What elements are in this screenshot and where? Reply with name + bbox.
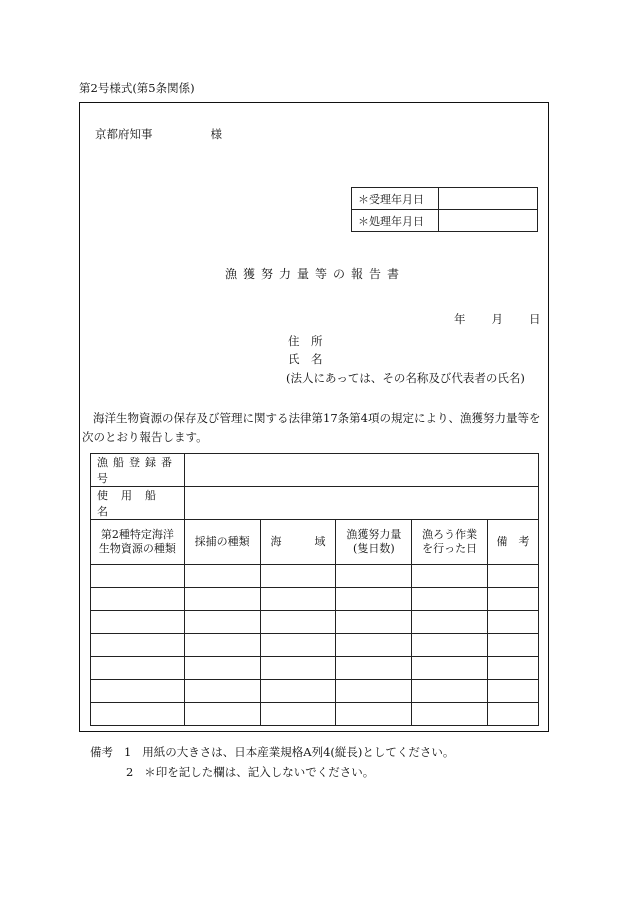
addressee-honorific: 様 [210, 127, 222, 141]
vessel-number-label: 漁船登録番号 [91, 454, 185, 487]
table-cell[interactable] [488, 611, 539, 634]
name-label: 氏 名 [288, 352, 323, 366]
table-cell[interactable] [412, 703, 488, 726]
table-cell[interactable] [91, 703, 185, 726]
table-cell[interactable] [260, 634, 336, 657]
table-cell[interactable] [184, 611, 260, 634]
vessel-number-row [91, 454, 539, 487]
column-header-line: 第2種特定海洋 [100, 528, 174, 541]
table-cell[interactable] [336, 634, 412, 657]
table-cell[interactable] [488, 703, 539, 726]
date-month: 月 [491, 312, 503, 326]
table-cell[interactable] [91, 680, 185, 703]
table-cell[interactable] [184, 634, 260, 657]
table-cell[interactable] [488, 565, 539, 588]
name-note: (法人にあっては、その名称及び代表者の氏名) [286, 371, 525, 385]
table-cell[interactable] [336, 588, 412, 611]
column-header-line: 備 考 [496, 535, 530, 548]
table-cell[interactable] [91, 611, 185, 634]
column-header-line: 漁獲努力量 [346, 528, 402, 541]
vessel-number-field[interactable] [184, 454, 538, 487]
date-day: 日 [529, 312, 541, 326]
page-title: 漁獲努力量等の報告書 [224, 267, 405, 281]
table-header-row [91, 520, 539, 565]
remarks-num: 1 [123, 745, 132, 759]
column-header-line: を行った日 [422, 542, 478, 555]
addressee-name: 京都府知事 [95, 127, 153, 141]
table-cell[interactable] [488, 588, 539, 611]
table-cell[interactable] [91, 565, 185, 588]
column-header-line: 漁ろう作業 [422, 528, 478, 541]
table-cell[interactable] [336, 611, 412, 634]
remarks-label: 備考 [90, 745, 113, 759]
receipt-box [351, 187, 538, 232]
table-row [91, 611, 539, 634]
remarks-num: 2 [126, 765, 134, 779]
table-cell[interactable] [336, 565, 412, 588]
report-table [90, 453, 539, 726]
date-year: 年 [454, 312, 466, 326]
table-row [91, 634, 539, 657]
column-header-line: 海 域 [270, 535, 326, 548]
table-cell[interactable] [488, 680, 539, 703]
table-row [91, 588, 539, 611]
column-header-1 [184, 520, 260, 565]
column-header-0 [91, 520, 185, 565]
remarks-1 [90, 744, 454, 760]
table-cell[interactable] [91, 588, 185, 611]
table-cell[interactable] [260, 680, 336, 703]
table-row [91, 703, 539, 726]
table-cell[interactable] [260, 703, 336, 726]
processing-date-field[interactable] [439, 210, 538, 232]
table-cell[interactable] [260, 588, 336, 611]
receipt-date-label: ＊受理年月日 [352, 188, 439, 210]
body-text: 海洋生物資源の保存及び管理に関する法律第17条第4項の規定により、漁獲努力量等を次のとおり報告します。 [82, 411, 541, 444]
table-cell[interactable] [412, 565, 488, 588]
vessel-name-label: 使用船名 [91, 487, 185, 520]
table-cell[interactable] [412, 611, 488, 634]
remarks-text: ＊印を記した欄は、記入しないでください。 [144, 765, 375, 779]
table-cell[interactable] [184, 565, 260, 588]
table-cell[interactable] [336, 703, 412, 726]
addressee [95, 126, 222, 142]
table-cell[interactable] [91, 657, 185, 680]
column-header-4 [412, 520, 488, 565]
table-row [91, 680, 539, 703]
table-cell[interactable] [412, 588, 488, 611]
table-cell[interactable] [260, 611, 336, 634]
table-cell[interactable] [184, 680, 260, 703]
table-row [91, 657, 539, 680]
vessel-name-row [91, 487, 539, 520]
remarks-2 [126, 764, 374, 780]
table-row [91, 565, 539, 588]
address-label: 住 所 [288, 334, 323, 348]
table-cell[interactable] [184, 657, 260, 680]
table-cell[interactable] [488, 634, 539, 657]
column-header-line: 生物資源の種類 [98, 542, 176, 555]
form-id: 第2号様式(第5条関係) [79, 81, 195, 95]
vessel-name-field[interactable] [184, 487, 538, 520]
table-cell[interactable] [488, 657, 539, 680]
table-cell[interactable] [91, 634, 185, 657]
table-cell[interactable] [260, 657, 336, 680]
table-cell[interactable] [184, 703, 260, 726]
table-cell[interactable] [412, 657, 488, 680]
receipt-row [352, 210, 538, 232]
table-cell[interactable] [260, 565, 336, 588]
table-cell[interactable] [412, 680, 488, 703]
column-header-line: 採捕の種類 [194, 535, 250, 548]
table-cell[interactable] [336, 657, 412, 680]
table-cell[interactable] [184, 588, 260, 611]
remarks-text: 用紙の大きさは、日本産業規格A列4(縦長)としてください。 [142, 745, 455, 759]
date-line [454, 311, 541, 327]
receipt-row [352, 188, 538, 210]
processing-date-label: ＊処理年月日 [352, 210, 439, 232]
table-body [91, 565, 539, 726]
column-header-3 [336, 520, 412, 565]
receipt-date-field[interactable] [439, 188, 538, 210]
table-cell[interactable] [336, 680, 412, 703]
column-header-line: (隻日数) [353, 542, 395, 555]
table-cell[interactable] [412, 634, 488, 657]
column-header-5 [488, 520, 539, 565]
column-header-2 [260, 520, 336, 565]
